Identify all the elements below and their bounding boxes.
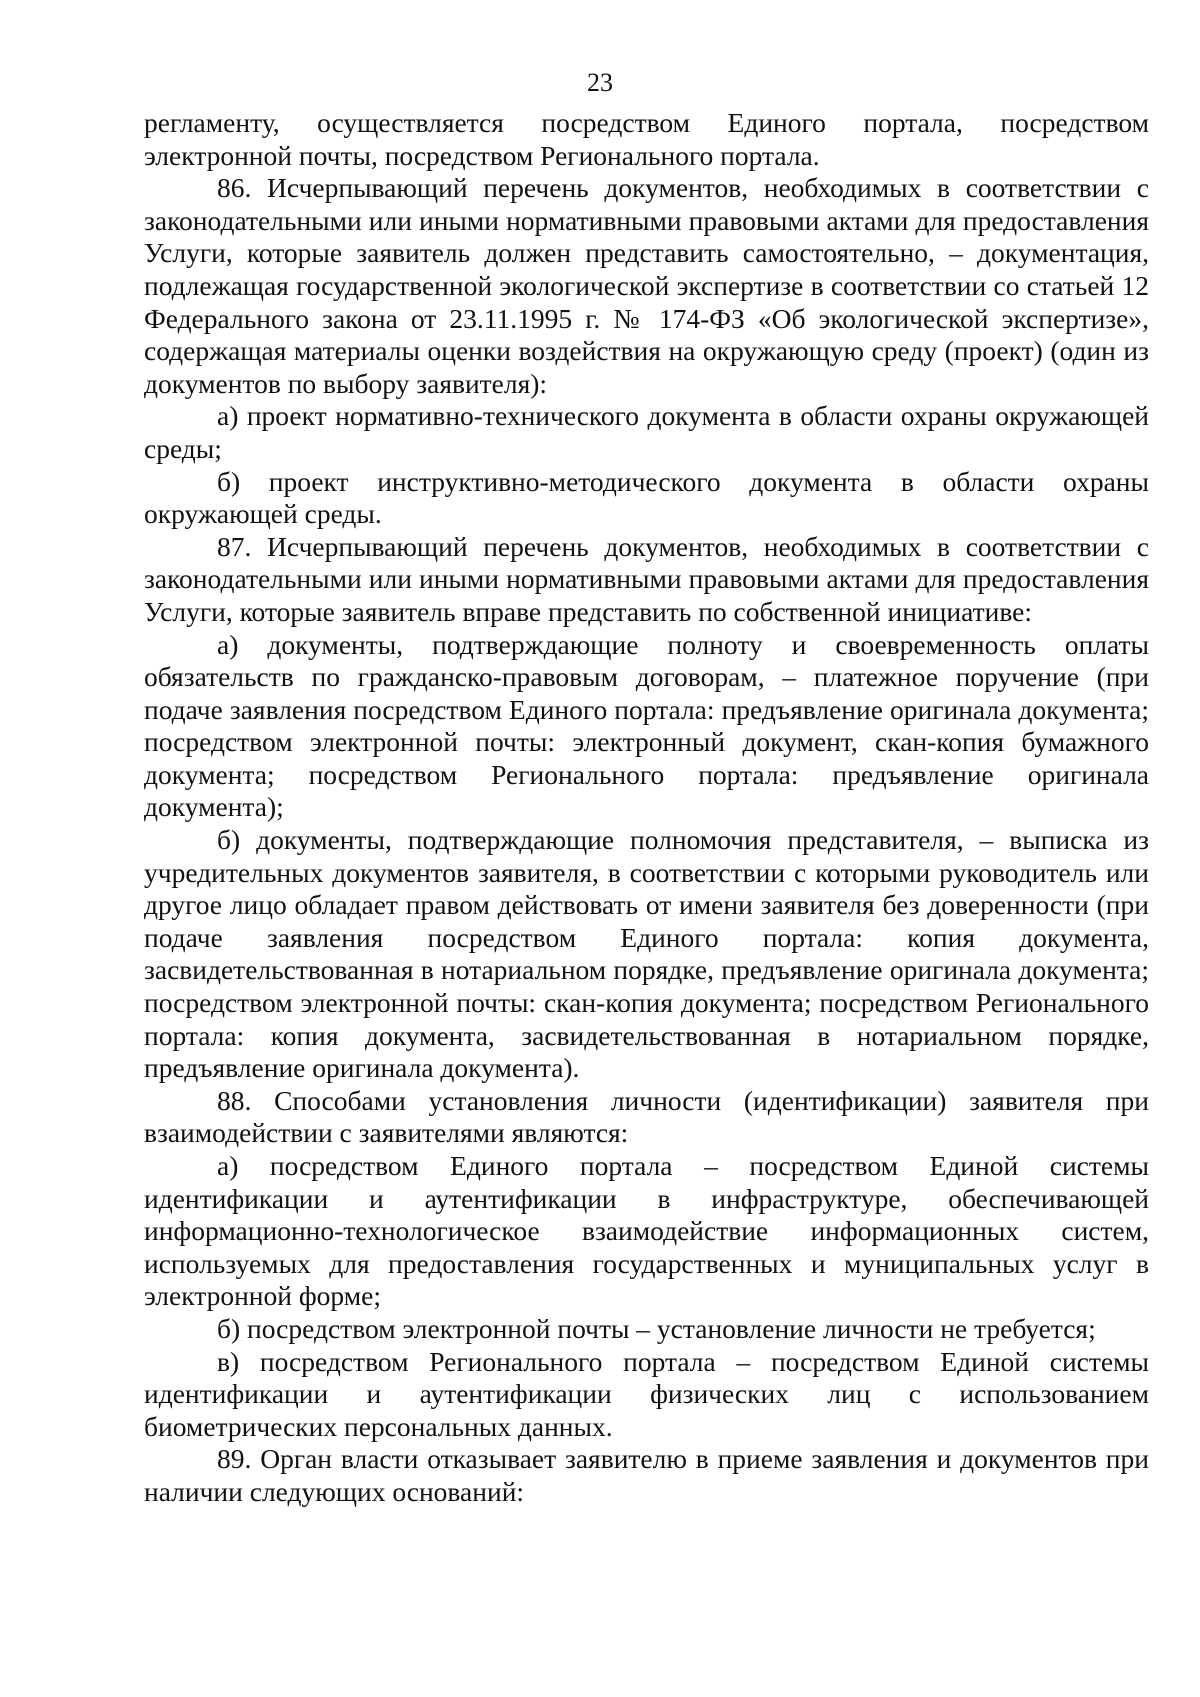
paragraph-86-b: б) проект инструктивно-методического документа в области охраны окружающей среды. xyxy=(144,465,1149,530)
paragraph-86: 86. Исчерпывающий перечень документов, необходимых в соответствии с законодательными или иными нормативными правовыми актами для предоставления Услуги, которые заявитель должен представить самостоятельно, – документация, подлежащая государственной экологической экспертизе в соответствии со статьей 12 Федерального закона от 23.11.1995 г. № 174-ФЗ «Об экологической экспертизе», содержащая материалы оценки воздействия на окружающую среду (проект) (один из документов по выбору заявителя): xyxy=(144,172,1149,399)
paragraph-87-a: а) документы, подтверждающие полноту и своевременность оплаты обязательств по гражданско-правовым договорам, – платежное поручение (при подаче заявления посредством Единого портала: предъявление оригинала документа; посредством электронной почты: электронный документ, скан-копия бумажного документа; посредством Регионального портала: предъявление оригинала документа); xyxy=(144,628,1149,823)
paragraph-88-b: б) посредством электронной почты – установление личности не требуется; xyxy=(217,1312,1096,1344)
paragraph-88-v: в) посредством Регионального портала – посредством Единой системы идентификации и аутентификации физических лиц с использованием биометрических персональных данных. xyxy=(144,1345,1149,1442)
paragraph-88: 88. Способами установления личности (идентификации) заявителя при взаимодействии с заявителями являются: xyxy=(144,1084,1149,1149)
paragraph-continuation: регламенту, осуществляется посредством Единого портала, посредством электронной почты, посредством Регионального портала. xyxy=(144,107,1149,171)
paragraph-87-b: б) документы, подтверждающие полномочия представителя, – выписка из учредительных документов заявителя, в соответствии с которыми руководитель или другое лицо обладает правом действовать от имени заявителя без доверенности (при подаче заявления посредством Единого портала: копия документа, засвидетельствованная в нотариальном порядке, предъявление оригинала документа; посредством электронной почты: скан-копия документа; посредством Регионального портала: копия документа, засвидетельствованная в нотариальном порядке, предъявление оригинала документа). xyxy=(144,824,1149,1084)
page-number: 23 xyxy=(587,68,613,97)
paragraph-87: 87. Исчерпывающий перечень документов, необходимых в соответствии с законодательными или иными нормативными правовыми актами для предоставления Услуги, которые заявитель вправе представить по собственной инициативе: xyxy=(144,530,1149,627)
paragraph-86-a: а) проект нормативно-технического документа в области охраны окружающей среды; xyxy=(144,400,1149,464)
document-body xyxy=(144,107,1149,1509)
paragraph-89: 89. Орган власти отказывает заявителю в приеме заявления и документов при наличии следующих оснований: xyxy=(144,1443,1149,1507)
paragraph-88-a: а) посредством Единого портала – посредством Единой системы идентификации и аутентификации в инфраструктуре, обеспечивающей информационно-технологическое взаимодействие информационных систем, используемых для предоставления государственных и муниципальных услуг в электронной форме; xyxy=(144,1150,1149,1312)
